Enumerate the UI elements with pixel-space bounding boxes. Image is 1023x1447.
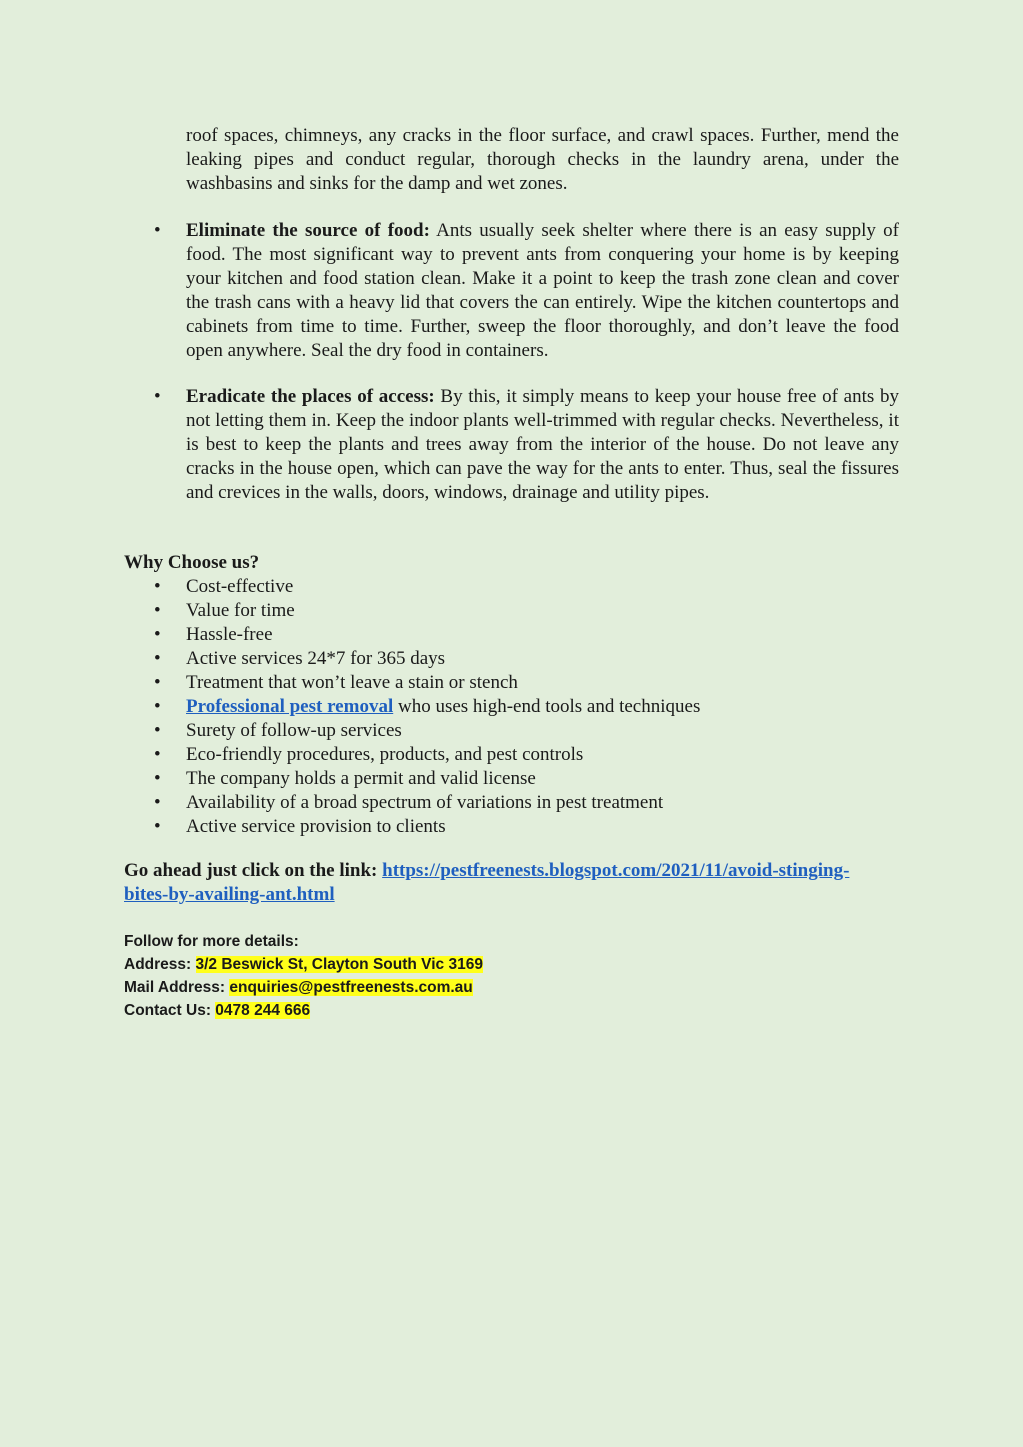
why-choose-heading: Why Choose us? [124,552,260,573]
mail-line [124,976,483,999]
address-line [124,953,483,976]
bullet-icon: • [154,600,161,621]
address-label: Address: [124,956,196,973]
tip-access-paragraph [186,385,899,505]
blog-post-link[interactable]: https://pestfreenests.blogspot.com/2021/11/avoid-stinging-bites-by-availing-ant.html [124,860,850,905]
tip-food-paragraph [186,219,899,363]
bullet-icon: • [154,744,161,765]
phone-label: Contact Us: [124,1002,216,1019]
list-item: • Availability of a broad spectrum of variations in pest treatment [154,792,664,813]
why-choose-list [124,575,700,839]
intro-paragraph: roof spaces, chimneys, any cracks in the floor surface, and crawl spaces. Further, mend the leaking pipes and conduct regular, thorough checks in the laundry arena, under the washbasins and sinks for the damp and wet zones. [186,125,899,194]
cta-label: Go ahead just click on the link: [124,860,383,881]
bullet-icon: • [154,648,161,669]
list-item: • The company holds a permit and valid license [154,768,536,789]
mail-label: Mail Address: [124,979,230,996]
bullet-icon: • [154,624,161,645]
contact-block [124,930,483,1022]
tip-access-text: By this, it simply means to keep your house free of ants by not letting them in. Keep the indoor plants well-trimmed with regular checks. Nevertheless, it is best to keep the plants and trees away from the interior of the house. Do not leave any cracks in the house open, which can pave the way for the ants to enter. Thus, seal the fissures and crevices in the walls, doors, windows, drainage and utility pipes. [186,386,899,503]
list-item: • Active services 24*7 for 365 days [154,648,446,669]
tip-access-title: Eradicate the places of access: [186,386,435,407]
mail-value: enquiries@pestfreenests.com.au [229,979,473,996]
bullet-icon: • [154,386,161,407]
bullet-icon: • [154,220,161,241]
list-item: • Value for time [154,600,295,621]
bullet-icon: • [154,672,161,693]
list-item: • Treatment that won’t leave a stain or stench [154,672,518,693]
address-value: 3/2 Beswick St, Clayton South Vic 3169 [195,956,483,973]
list-item: • Eco-friendly procedures, products, and pest controls [154,744,584,765]
list-item: • Active service provision to clients [154,816,446,837]
tip-food-title: Eliminate the source of food: [186,220,430,241]
bullet-icon: • [154,768,161,789]
bullet-icon: • [154,816,161,837]
list-item: • Surety of follow-up services [154,720,402,741]
cta-paragraph [124,859,884,907]
bullet-icon: • [154,576,161,597]
follow-line: Follow for more details: [124,933,299,950]
list-item: • Hassle-free [154,624,273,645]
phone-value: 0478 244 666 [215,1002,311,1019]
phone-line [124,999,483,1022]
tip-food-text: Ants usually seek shelter where there is an easy supply of food. The most significant way to prevent ants from conquering your home is by keeping your kitchen and food station clean. Make it a point to keep the trash zone clean and cover the trash cans with a heavy lid that covers the can entirely. Wipe the kitchen countertops and cabinets from time to time. Further, sweep the floor thoroughly, and don’t leave the food open anywhere. Seal the dry food in containers. [186,220,899,361]
bullet-icon: • [154,696,161,717]
bullet-icon: • [154,792,161,813]
bullet-icon: • [154,720,161,741]
list-item: • Cost-effective [154,576,294,597]
list-item: • Professional pest removal who uses high-end tools and techniques [154,696,701,717]
professional-pest-removal-link[interactable]: Professional pest removal [186,696,394,717]
